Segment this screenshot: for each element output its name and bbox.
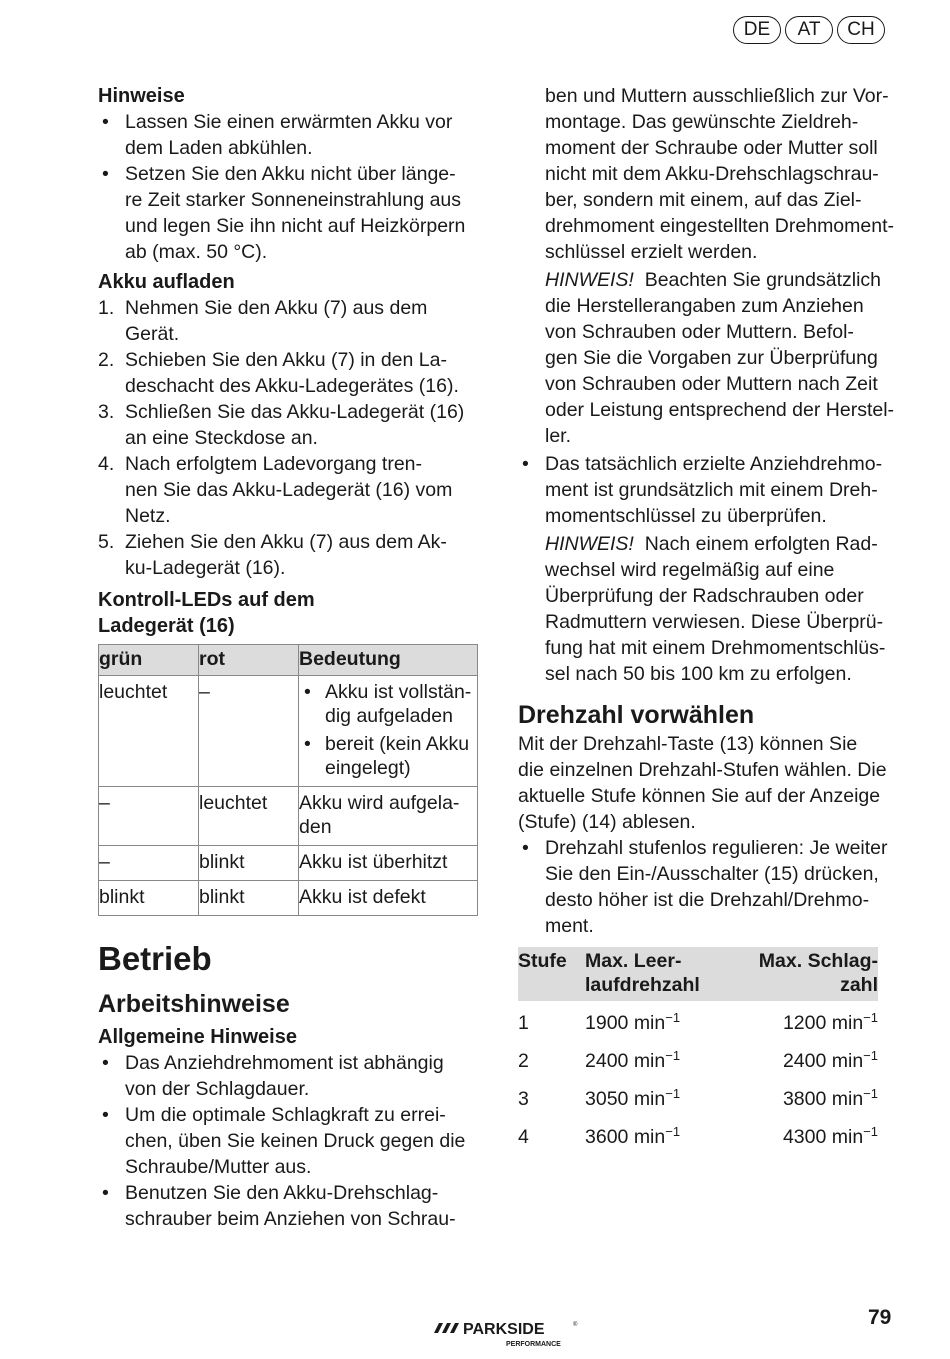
table-row: 4 3600 $\min^{-1}$ 4300 $\min^{-1}$ [518,1124,878,1148]
heading-akku-aufladen: Akku aufladen [98,271,235,293]
lang-badge-at: AT [785,16,833,44]
table-row: blinkt blinkt Akku ist defekt [99,881,478,916]
left-column [98,83,483,1232]
heading-betrieb: Betrieb [98,940,212,977]
list-item: 4. Nach erfolgtem Ladevorgang tren- nen Sie das Akku-Ladegerät (16) vom Netz. [98,453,453,527]
hinweis-note: HINWEIS! Nach einem erfolgten Rad- [545,533,878,555]
list-item: • Setzen Sie den Akku nicht über länge- re Zeit starker Sonneneinstrahlung aus und legen Sie ihn nicht auf Heizkörpern ab (max. 50 °C). [102,163,466,263]
right-column [518,83,903,1163]
drehzahl-paragraph: Mit der Drehzahl-Taste (13) können Sie die einzelnen Drehzahl-Stufen wählen. Die aktuelle Stufe können Sie auf der Anzeige (Stufe) (14) ablesen. [518,733,887,833]
table-row: 2 2400 $\min^{-1}$ 2400 $\min^{-1}$ [518,1048,878,1072]
column-header: Max. Schlag- zahl [733,947,878,1001]
led-table [98,644,478,916]
column-header: rot [199,645,299,676]
heading-allgemeine-hinweise: Allgemeine Hinweise [98,1026,297,1048]
heading-kontroll-leds: Kontroll-LEDs auf dem Ladegerät (16) [98,589,315,637]
table-header-row [518,947,878,1001]
list-item: • Drehzahl stufenlos regulieren: Je weiter Sie den Ein-/Ausschalter (15) drücken, desto höher ist die Drehzahl/Drehmo- ment. [522,837,888,937]
lang-badge-ch: CH [837,16,885,44]
table-row: – blinkt Akku ist überhitzt [99,846,478,881]
column-header: Stufe [518,947,585,1001]
list-item: 3. Schließen Sie das Akku-Ladegerät (16) an eine Steckdose an. [98,401,465,449]
list-item: 2. Schieben Sie den Akku (7) in den La- deschacht des Akku-Ladegerätes (16). [98,349,459,397]
list-item: • Benutzen Sie den Akku-Drehschlag- schrauber beim Anziehen von Schrau- [102,1182,456,1230]
list-item: 5. Ziehen Sie den Akku (7) aus dem Ak- ku-Ladegerät (16). [98,531,447,579]
list-item: • Das tatsächlich erzielte Anziehdrehmo- ment ist grundsätzlich mit einem Dreh- momentschlüssel zu überprüfen. HINWEIS! Nach einem erfolgten Rad- wechsel wird regelmäßig auf eine Überprüfung der Radschrauben oder Radmuttern verwiesen. Diese Überprü- fung hat mit einem Drehmomentschlüs- sel nach 50 bis 100 km zu erfolgen. [518,451,903,687]
brand-sub: PERFORMANCE [506,1341,561,1348]
heading-arbeitshinweise: Arbeitshinweise [98,990,290,1018]
page-number: 79 [868,1306,892,1329]
svg-text:®: ® [573,1322,578,1328]
heading-drehzahl-vorwaehlen: Drehzahl vorwählen [518,701,755,729]
table-row: leuchtet – • Akku ist vollstän- dig aufgeladen • bereit (kein Akku eingelegt) [99,676,478,787]
list-item: 1. Nehmen Sie den Akku (7) aus dem Gerät. [98,297,428,345]
heading-hinweise: Hinweise [98,85,185,107]
column-header: grün [99,645,199,676]
table-header-row [99,645,478,676]
list-item: • Um die optimale Schlagkraft zu errei- chen, üben Sie keinen Druck gegen die Schraube/Mutter aus. [102,1104,466,1178]
parkside-logo [430,1316,580,1350]
hinweis-note: HINWEIS! Beachten Sie grundsätzlich [545,269,882,291]
table-row: 1 1900 $\min^{-1}$ 1200 $\min^{-1}$ [518,1010,878,1034]
speed-table [518,947,878,1163]
list-item: • Lassen Sie einen erwärmten Akku vor dem Laden abkühlen. [102,111,453,159]
brand-name: PARKSIDE [463,1321,545,1338]
table-row: – leuchtet Akku wird aufgela- den [99,787,478,846]
language-badges [733,16,885,44]
list-item: • Das Anziehdrehmoment ist abhängig von der Schlagdauer. [102,1052,444,1100]
column-header: Bedeutung [299,645,478,676]
lang-badge-de: DE [733,16,781,44]
column-header: Max. Leer- laufdrehzahl [585,947,733,1001]
logo-stripes-icon [430,1316,580,1350]
continuation-text: ben und Muttern ausschließlich zur Vor- montage. Das gewünschte Zieldreh- moment der Schraube oder Mutter soll nicht mit dem Akku-Drehschlagschrau- ber, sondern mit einem, auf das Ziel- drehmoment eingestellten Drehmoment- schlüssel erzielt werden. HINWEIS! Beachten Sie grundsätzlich die Herstellerangaben zum Anziehen von Schrauben oder Muttern. Befol- gen Sie die Vorgaben zur Überprüfung von Schrauben oder Muttern nach Zeit oder Leistung entsprechend der Herstel- ler. [518,83,903,449]
table-row: 3 3050 $\min^{-1}$ 3800 $\min^{-1}$ [518,1086,878,1110]
